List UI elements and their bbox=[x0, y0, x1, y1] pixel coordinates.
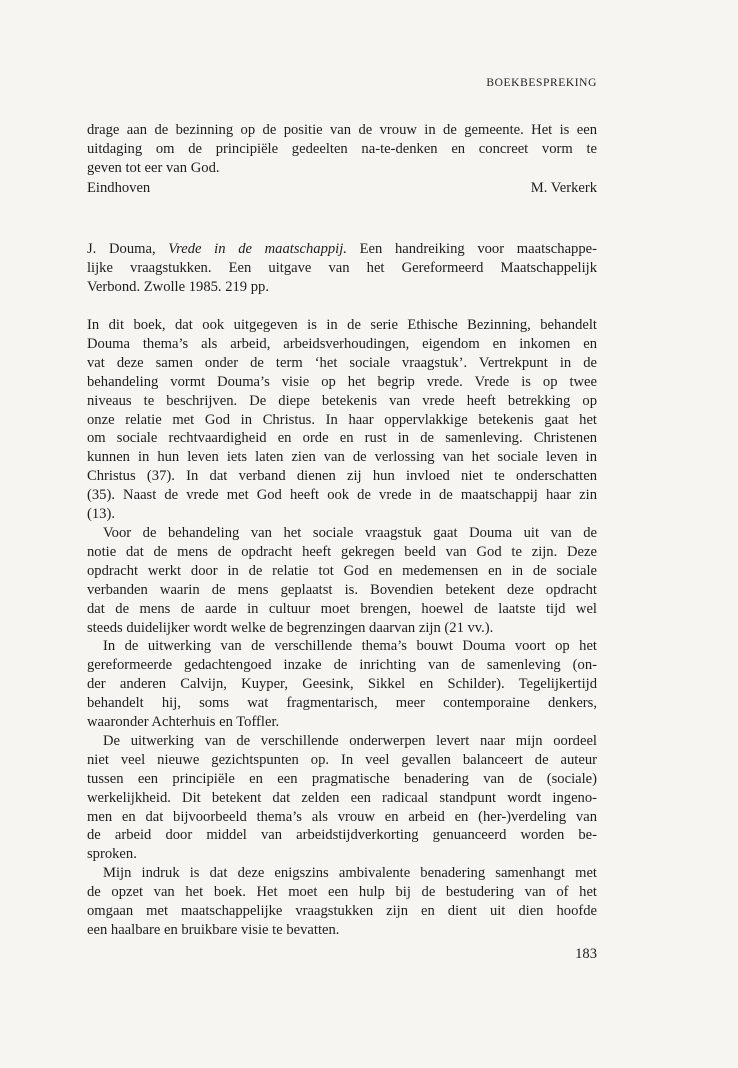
text-line: De uitwerking van de verschillende onderwerpen levert naar mijn oordeel bbox=[103, 732, 597, 749]
text-line: Voor de behandeling van het sociale vraagstuk gaat Douma uit van de bbox=[103, 524, 597, 541]
signature-row bbox=[87, 180, 597, 197]
text-line: om sociale rechtvaardigheid en orde en rust in de samenleving. Christenen bbox=[87, 430, 597, 447]
running-header: BOEKBESPREKING bbox=[486, 77, 597, 89]
book-author: J. Douma, bbox=[87, 241, 156, 257]
text-line: Mijn indruk is dat deze enigszins ambivalente benadering samenhangt met bbox=[103, 865, 597, 882]
text-line: opdracht werkt door in de relatie tot God en medemensen en in de sociale bbox=[87, 562, 597, 579]
text-line: de arbeid door middel van arbeidstijdverkorting genuanceerd worden be- bbox=[87, 827, 597, 844]
text-line: behandeling vormt Douma’s visie op het begrip vrede. Vrede is op twee bbox=[87, 373, 597, 390]
text-line: tussen een principiële en een pragmatische benadering van de (sociale) bbox=[87, 770, 597, 787]
text-line: Douma thema’s als arbeid, arbeidsverhoudingen, eigendom en inkomen en bbox=[87, 335, 597, 352]
text-line: (13). bbox=[87, 506, 115, 523]
paragraph bbox=[87, 732, 597, 864]
intro-paragraph bbox=[87, 121, 597, 178]
paragraph bbox=[87, 316, 597, 524]
signature-place: Eindhoven bbox=[87, 180, 151, 196]
text-line: omgaan met maatschappelijke vraagstukken zijn en dient uit dien hoofde bbox=[87, 903, 597, 920]
review-body bbox=[87, 316, 597, 940]
paragraph bbox=[87, 524, 597, 637]
text-line: men en dat bijvoorbeeld thema’s als vrouw en arbeid en (her-)verdeling van bbox=[87, 808, 597, 825]
text-line: steeds duidelijker wordt welke de begrenzingen daarvan zijn (21 vv.). bbox=[87, 619, 494, 636]
citation-line: lijke vraagstukken. Een uitgave van het Gereformeerd Maatschappelijk bbox=[87, 259, 597, 276]
text-line: kunnen in hun leven iets laten zien van de verlossing van het sociale leven in bbox=[87, 449, 597, 466]
text-line: In dit boek, dat ook uitgegeven is in de serie Ethische Bezinning, behandelt bbox=[87, 317, 597, 333]
text-line: notie dat de mens de opdracht heeft gekregen beeld van God te zijn. Deze bbox=[87, 543, 597, 560]
text-line: een haalbare en bruikbare visie te bevatten. bbox=[87, 922, 340, 938]
text-line: onze relatie met God in Christus. In haar oppervlakkige betekenis gaat het bbox=[87, 411, 597, 428]
book-subtitle: Een handreiking voor maatschappe- bbox=[346, 241, 597, 257]
text-line: gereformeerde gedachtengoed inzake de inrichting van de samenleving (on- bbox=[87, 657, 597, 674]
text-line: geven tot eer van God. bbox=[87, 159, 220, 176]
citation-line bbox=[87, 240, 597, 259]
text-line: In de uitwerking van de verschillende thema’s bouwt Douma voort op het bbox=[103, 638, 597, 655]
text-line: dat de mens de aarde in cultuur moet brengen, hoewel de laatste tijd wel bbox=[87, 600, 597, 617]
text-line: sproken. bbox=[87, 846, 137, 863]
text-line: der anderen Calvijn, Kuyper, Geesink, Sikkel en Schilder). Tegelijkertijd bbox=[87, 676, 597, 693]
page bbox=[87, 0, 597, 1068]
text-line: niet veel nieuwe gezichtspunten op. In veel gevallen balanceert de auteur bbox=[87, 751, 597, 768]
signature-author: M. Verkerk bbox=[530, 180, 597, 196]
text-line: verbanden waarin de mens geplaatst is. Bovendien betekent deze opdracht bbox=[87, 581, 597, 598]
text-line: drage aan de bezinning op de positie van de vrouw in de gemeente. Het is een bbox=[87, 122, 597, 138]
text-line: Christus (37). In dat verband dienen zij hun invloed niet te onderschatten bbox=[87, 468, 597, 485]
text-line: waaronder Achterhuis en Toffler. bbox=[87, 714, 280, 731]
review-citation bbox=[87, 240, 597, 297]
text-line: uitdaging om de principiële gedeelten na-te-denken en concreet vorm te bbox=[87, 140, 597, 157]
paragraph bbox=[87, 864, 597, 940]
text-line: (35). Naast de vrede met God heeft ook de vrede in de maatschappij haar zin bbox=[87, 487, 597, 504]
page-number: 183 bbox=[575, 946, 597, 962]
text-line: de opzet van het boek. Het moet een hulp bij de bestudering van of het bbox=[87, 884, 597, 901]
text-line: niveaus te beschrijven. De diepe betekenis van vrede heeft betrekking op bbox=[87, 392, 597, 409]
text-line: vat deze samen onder de term ‘het sociale vraagstuk’. Vertrekpunt in de bbox=[87, 354, 597, 371]
text-line: behandelt hij, soms wat fragmentarisch, meer contemporaine denkers, bbox=[87, 695, 597, 712]
book-title: Vrede in de maatschappij. bbox=[168, 241, 347, 257]
paragraph bbox=[87, 637, 597, 732]
citation-line: Verbond. Zwolle 1985. 219 pp. bbox=[87, 278, 269, 295]
text-line: werkelijkheid. Dit betekent dat zelden een radicaal standpunt wordt ingeno- bbox=[87, 789, 597, 806]
